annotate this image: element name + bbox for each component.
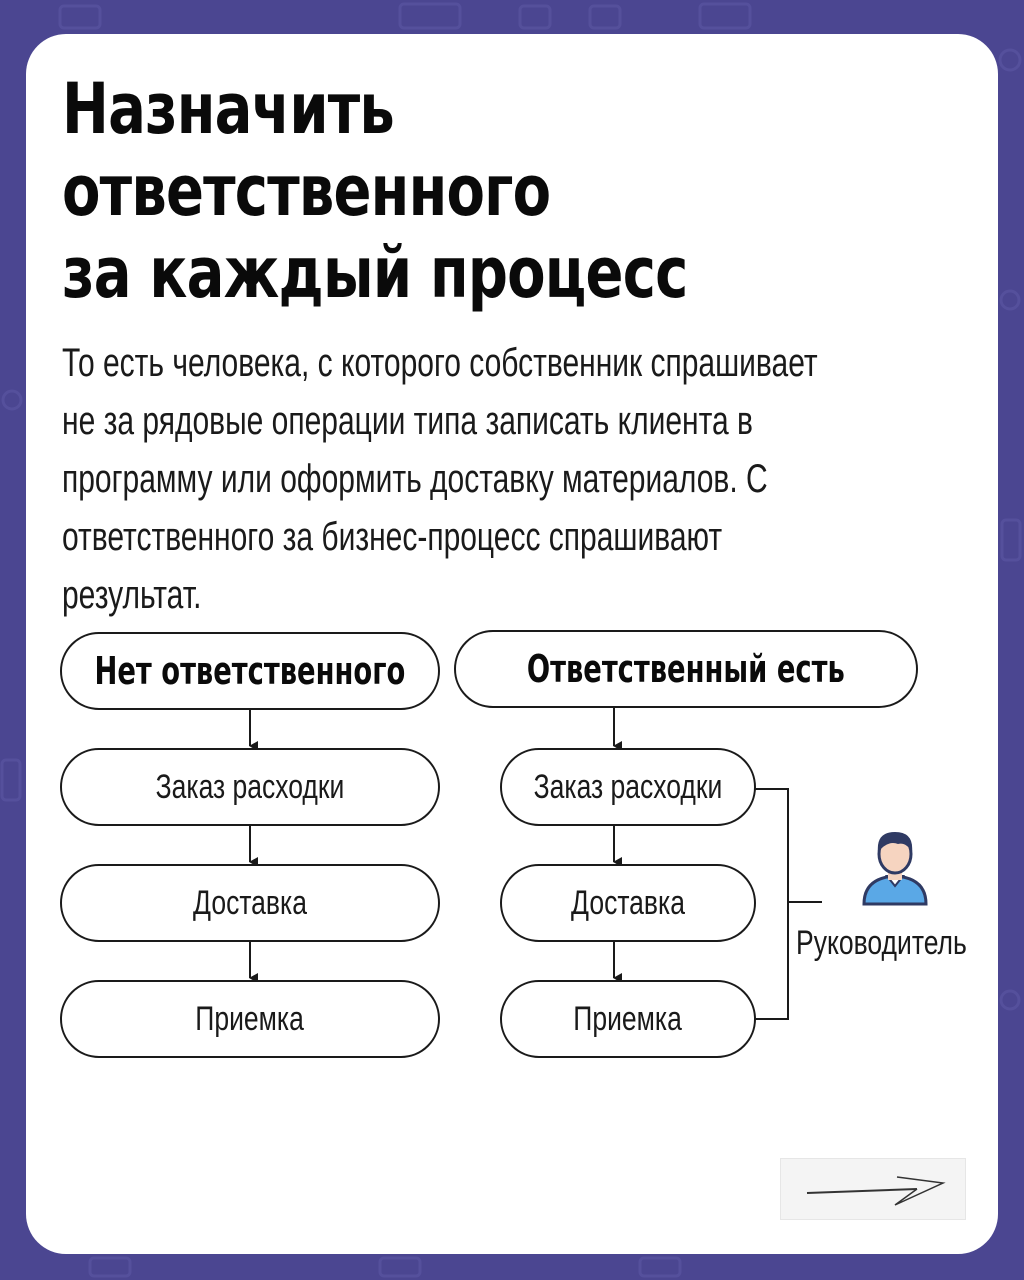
description-line-5: результат. bbox=[62, 573, 202, 617]
description-line-3: программу или оформить доставку материалов. С bbox=[62, 457, 768, 501]
description-line-1: То есть человека, с которого собственник спрашивает bbox=[62, 341, 818, 385]
right-header-has-responsible bbox=[454, 630, 918, 708]
left-step-acceptance-label: Приемка bbox=[195, 999, 305, 1038]
person-icon bbox=[854, 826, 936, 908]
left-step-delivery bbox=[60, 864, 440, 942]
left-step-delivery-label: Доставка bbox=[193, 883, 307, 922]
left-step-order-label: Заказ расходки bbox=[155, 767, 345, 806]
right-step-acceptance-label: Приемка bbox=[573, 999, 683, 1038]
manager-bracket bbox=[754, 789, 788, 1019]
process-diagram bbox=[26, 34, 998, 1254]
right-step-order bbox=[500, 748, 756, 826]
right-step-delivery bbox=[500, 864, 756, 942]
title-line-2: ответственного bbox=[62, 150, 551, 232]
manager-label: Руководитель bbox=[796, 924, 967, 962]
arrow-right-icon bbox=[793, 1169, 953, 1209]
left-step-acceptance bbox=[60, 980, 440, 1058]
left-header-label: Нет ответственного bbox=[94, 649, 406, 693]
next-button[interactable] bbox=[780, 1158, 966, 1220]
left-header-no-responsible bbox=[60, 632, 440, 710]
description-line-4: ответственного за бизнес-процесс спрашивают bbox=[62, 515, 723, 559]
right-step-delivery-label: Доставка bbox=[571, 883, 685, 922]
right-header-label: Ответственный есть bbox=[527, 647, 845, 691]
right-step-acceptance bbox=[500, 980, 756, 1058]
left-step-order bbox=[60, 748, 440, 826]
title-line-1: Назначить bbox=[62, 68, 395, 150]
title-line-3: за каждый процесс bbox=[62, 232, 688, 314]
content-card bbox=[26, 34, 998, 1254]
right-step-order-label: Заказ расходки bbox=[533, 767, 723, 806]
description-line-2: не за рядовые операции типа записать клиента в bbox=[62, 399, 753, 443]
